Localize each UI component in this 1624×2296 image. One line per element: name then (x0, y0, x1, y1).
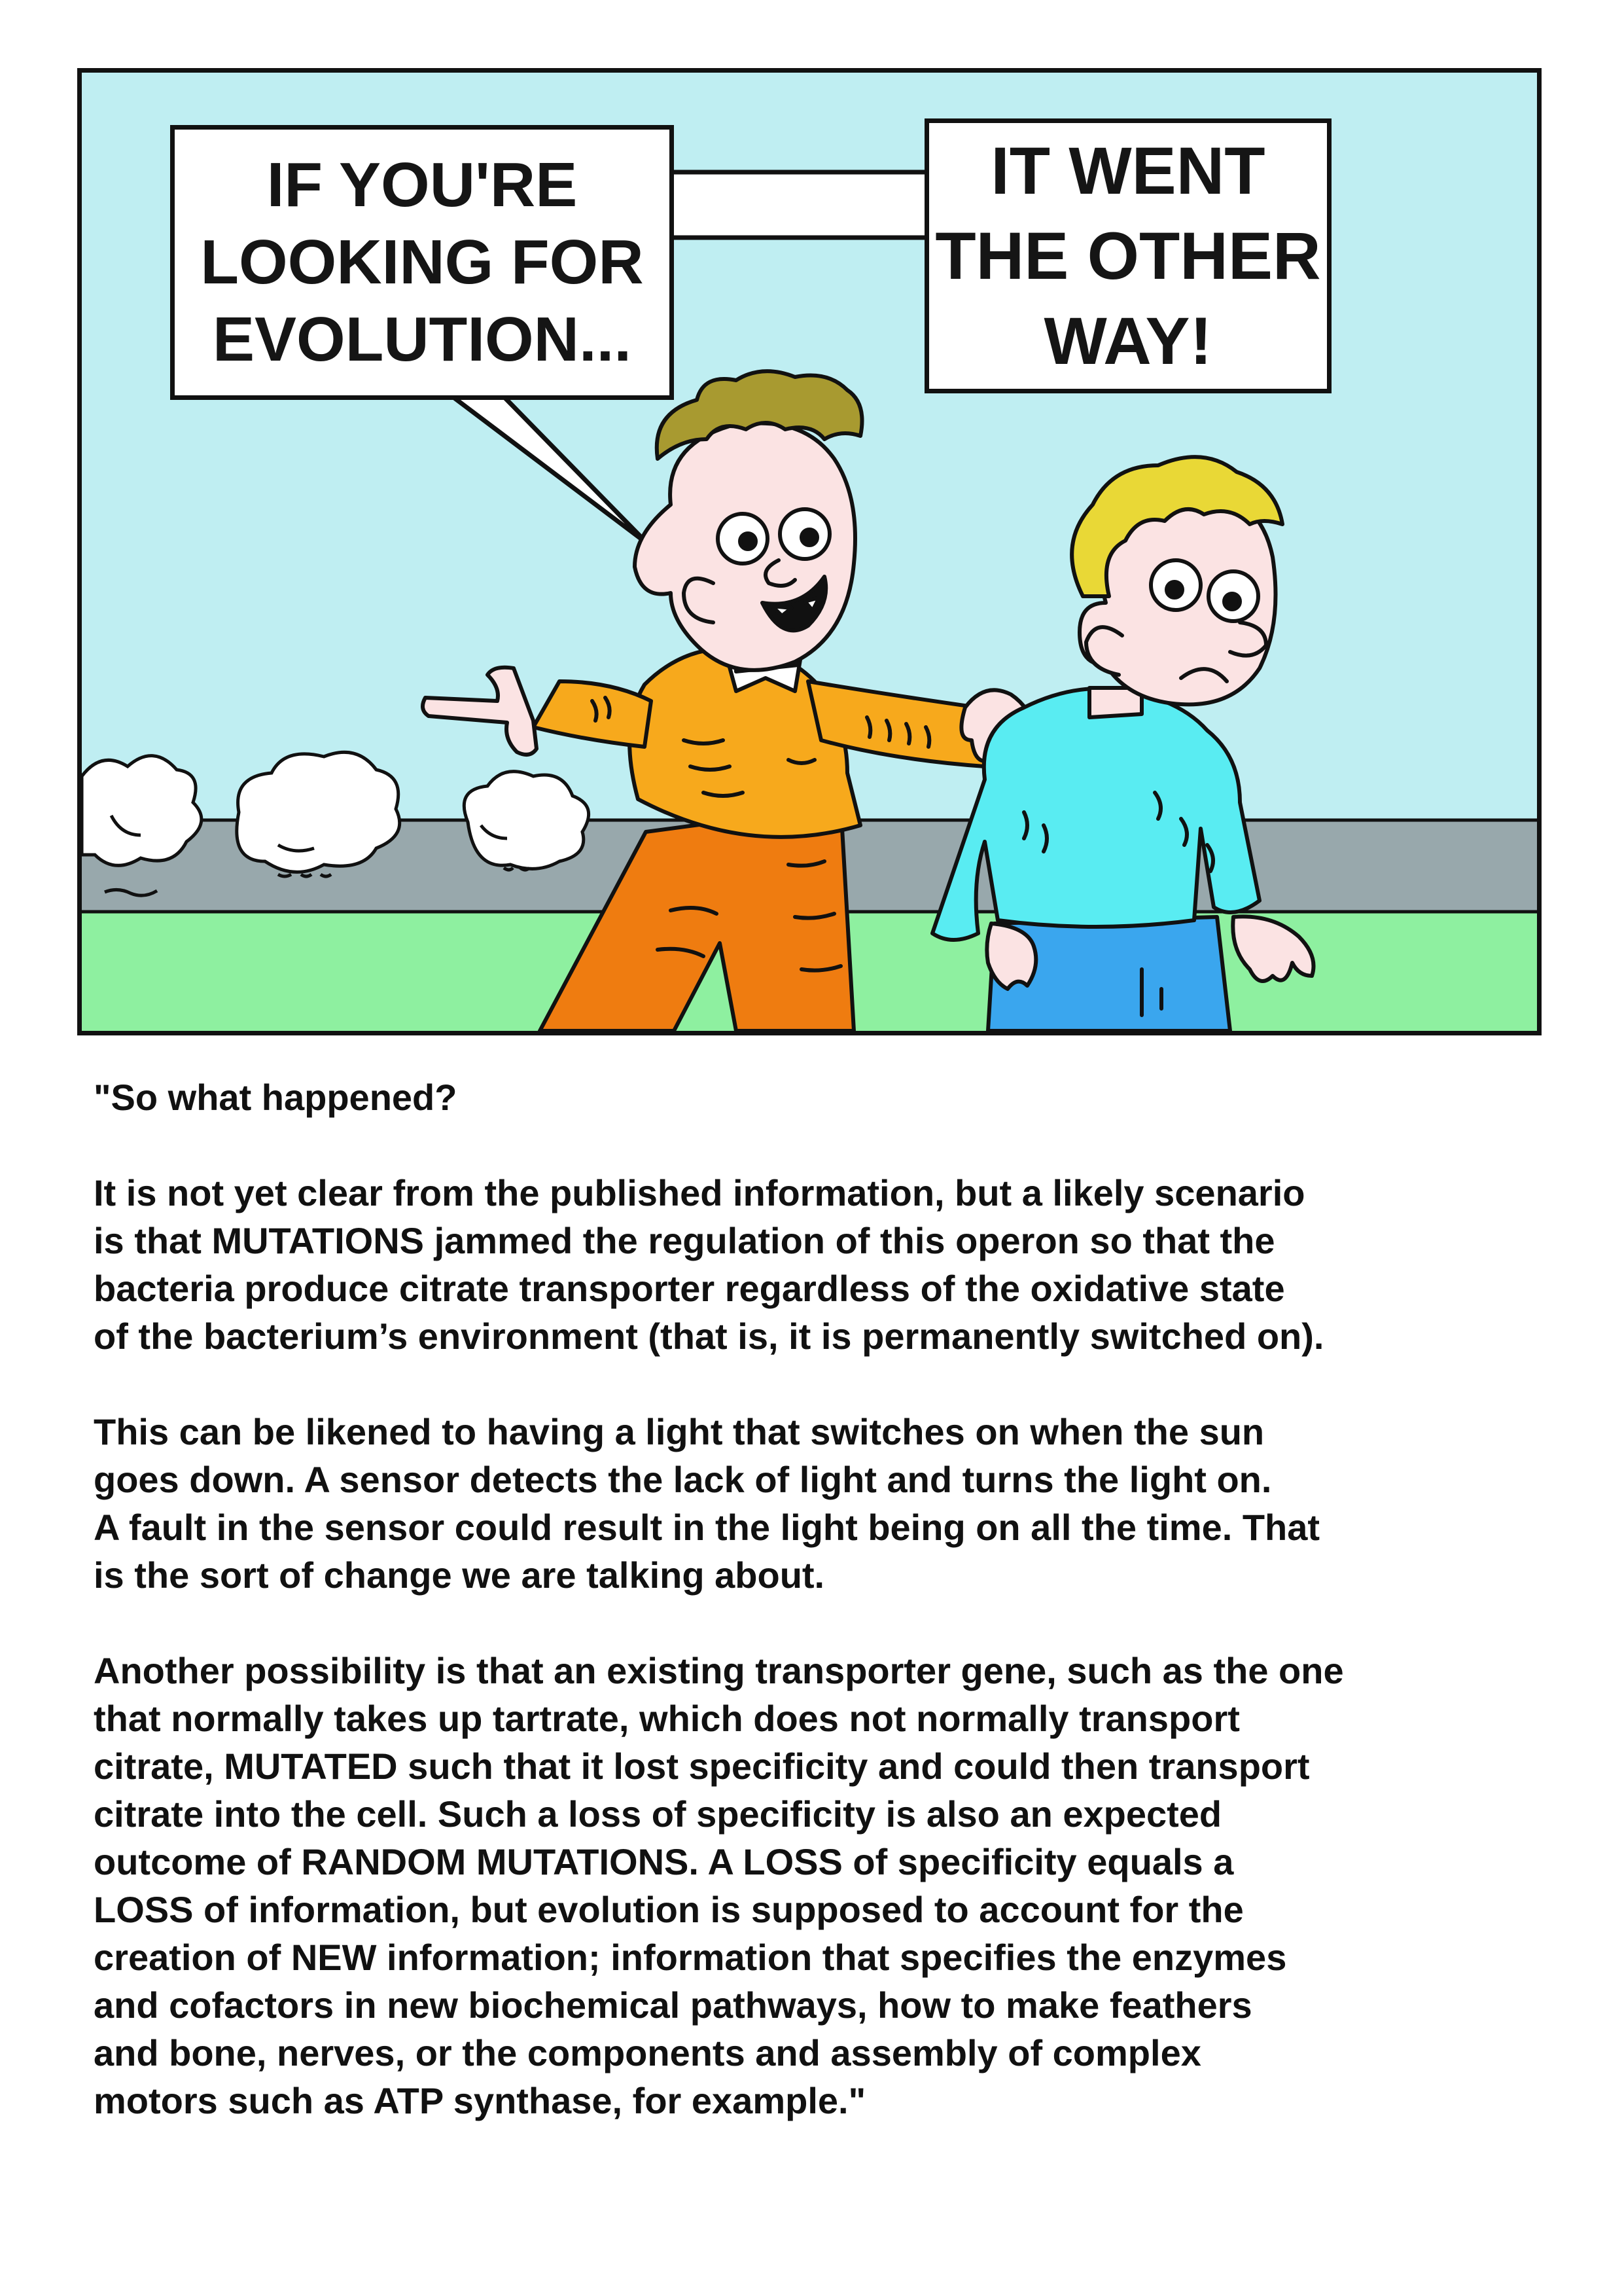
paragraph-loss-of-specificity: Another possibility is that an existing transporter gene, such as the one that normally takes up tartrate, which does not normally transport citrate, MUTATED such that it lost specificity and could then transport citrate into the cell. Such a loss of specificity is also an expected outcome of RANDOM MUTATIONS. A LOSS of specificity equals a LOSS of information, but evolution is supposed to account for the creation of NEW information; information that specifies the enzymes and cofactors in new biochemical pathways, how to make feathers and bone, nerves, or the components and assembly of complex motors such as ATP synthase, for example." (94, 1650, 1344, 2121)
paragraph-scenario: It is not yet clear from the published information, but a likely scenario is that MUTATIONS jammed the regulation of this operon so that the bacteria produce citrate transporter regardless of the oxidative state of the bacterium’s environment (that is, it is permanently switched on). (94, 1172, 1324, 1357)
paragraph-light-analogy: This can be likened to having a light that switches on when the sun goes down. A sensor detects the lack of light and turns the light on. A fault in the sensor could result in the light being on all the time. That is the sort of change we are talking about. (94, 1411, 1320, 1596)
paragraph-question: "So what happened? (94, 1077, 457, 1118)
speech-bubble-left: IF YOU'RE LOOKING FOR EVOLUTION... (170, 125, 674, 400)
body-text (94, 1073, 1559, 2172)
speech-bubble-right: IT WENT THE OTHER WAY! (925, 118, 1332, 393)
bubble-connector (664, 172, 939, 238)
cartoon-panel (77, 68, 1542, 1035)
